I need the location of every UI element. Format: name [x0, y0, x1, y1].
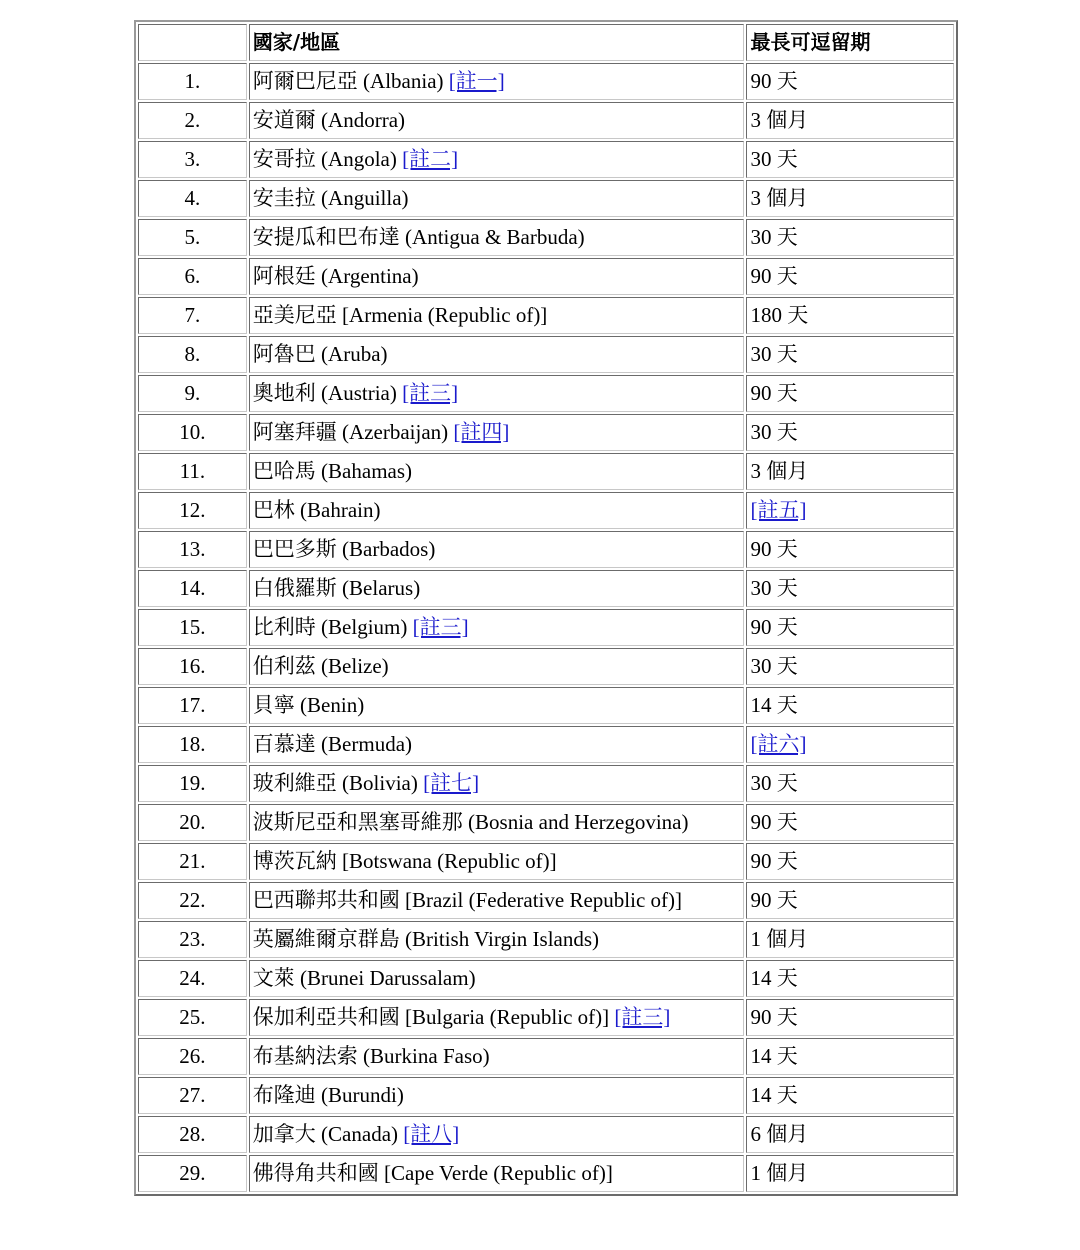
country-name: 亞美尼亞 [Armenia (Republic of)]: [252, 303, 548, 327]
row-number: 25.: [138, 999, 247, 1036]
row-number: 4.: [138, 180, 247, 217]
max-stay-value: 30 天: [750, 771, 798, 795]
country-cell: [249, 999, 745, 1036]
table-row: [138, 219, 954, 256]
country-name: 玻利維亞 (Bolivia): [252, 771, 418, 795]
row-number: 17.: [138, 687, 247, 724]
country-name: 安哥拉 (Angola): [252, 147, 397, 171]
country-name: 阿塞拜疆 (Azerbaijan): [252, 420, 449, 444]
country-name: 安圭拉 (Anguilla): [252, 186, 409, 210]
max-stay-cell: [746, 102, 954, 139]
max-stay-value: 90 天: [750, 849, 798, 873]
max-stay-value: 30 天: [750, 342, 798, 366]
table-row: [138, 609, 954, 646]
footnote-link[interactable]: [註一]: [448, 69, 505, 93]
max-stay-cell: [746, 492, 954, 529]
table-row: [138, 453, 954, 490]
max-stay-cell: [746, 63, 954, 100]
table-row: [138, 336, 954, 373]
table-row: [138, 258, 954, 295]
max-stay-value: 30 天: [750, 147, 798, 171]
table-row: [138, 180, 954, 217]
max-stay-cell: [746, 1077, 954, 1114]
country-cell: [249, 1038, 745, 1075]
row-number: 20.: [138, 804, 247, 841]
row-number: 24.: [138, 960, 247, 997]
row-number: 11.: [138, 453, 247, 490]
table-row: [138, 921, 954, 958]
table-row: [138, 63, 954, 100]
country-name: 奧地利 (Austria): [252, 381, 397, 405]
max-stay-cell: [746, 453, 954, 490]
max-stay-value: 180 天: [750, 303, 809, 327]
row-number: 26.: [138, 1038, 247, 1075]
row-number: 14.: [138, 570, 247, 607]
country-name: 保加利亞共和國 [Bulgaria (Republic of)]: [252, 1005, 610, 1029]
row-number: 22.: [138, 882, 247, 919]
max-stay-value: 90 天: [750, 381, 798, 405]
table-body: [138, 63, 954, 1192]
max-stay-cell: [746, 141, 954, 178]
max-stay-value: 6 個月: [750, 1122, 809, 1146]
table-row: [138, 102, 954, 139]
country-name: 阿根廷 (Argentina): [252, 264, 419, 288]
max-stay-value: 90 天: [750, 537, 798, 561]
max-stay-value: 3 個月: [750, 186, 809, 210]
max-stay-cell: [746, 1116, 954, 1153]
max-stay-value: 14 天: [750, 966, 798, 990]
max-stay-value: 3 個月: [750, 108, 809, 132]
header-row: [138, 24, 954, 61]
max-stay-cell: [746, 1155, 954, 1192]
table-row: [138, 1155, 954, 1192]
table-row: [138, 843, 954, 880]
footnote-link[interactable]: [註四]: [453, 420, 510, 444]
max-stay-value: 14 天: [750, 1044, 798, 1068]
max-stay-value: 3 個月: [750, 459, 809, 483]
table-row: [138, 414, 954, 451]
max-stay-value: 30 天: [750, 654, 798, 678]
table-row: [138, 765, 954, 802]
max-stay-cell: [746, 921, 954, 958]
country-name: 加拿大 (Canada): [252, 1122, 399, 1146]
country-cell: [249, 180, 745, 217]
footnote-link[interactable]: [註七]: [423, 771, 480, 795]
row-number: 27.: [138, 1077, 247, 1114]
header-country: 國家/地區: [249, 24, 745, 61]
country-cell: [249, 258, 745, 295]
table-row: [138, 375, 954, 412]
max-stay-cell: [746, 960, 954, 997]
max-stay-cell: [746, 531, 954, 568]
row-number: 9.: [138, 375, 247, 412]
row-number: 5.: [138, 219, 247, 256]
country-name: 布基納法索 (Burkina Faso): [252, 1044, 490, 1068]
row-number: 16.: [138, 648, 247, 685]
country-cell: [249, 219, 745, 256]
table-row: [138, 1116, 954, 1153]
max-stay-cell: [746, 687, 954, 724]
country-cell: [249, 843, 745, 880]
country-cell: [249, 1077, 745, 1114]
country-name: 波斯尼亞和黑塞哥維那 (Bosnia and Herzegovina): [252, 810, 689, 834]
max-stay-value: 14 天: [750, 1083, 798, 1107]
country-cell: [249, 960, 745, 997]
max-stay-cell: [746, 336, 954, 373]
max-stay-cell: [746, 570, 954, 607]
country-name: 貝寧 (Benin): [252, 693, 365, 717]
country-name: 白俄羅斯 (Belarus): [252, 576, 421, 600]
country-name: 伯利茲 (Belize): [252, 654, 389, 678]
table-row: [138, 141, 954, 178]
country-cell: [249, 336, 745, 373]
max-stay-cell: [746, 414, 954, 451]
header-max-stay: 最長可逗留期: [746, 24, 954, 61]
max-stay-cell: [746, 1038, 954, 1075]
max-stay-value: 14 天: [750, 693, 798, 717]
row-number: 6.: [138, 258, 247, 295]
row-number: 7.: [138, 297, 247, 334]
max-stay-cell: [746, 375, 954, 412]
stay-footnote-link[interactable]: [註五]: [750, 498, 807, 522]
max-stay-value: 90 天: [750, 615, 798, 639]
country-cell: [249, 375, 745, 412]
max-stay-cell: [746, 765, 954, 802]
country-cell: [249, 453, 745, 490]
row-number: 21.: [138, 843, 247, 880]
country-cell: [249, 726, 745, 763]
visa-free-table: [134, 20, 958, 1196]
footnote-link[interactable]: [註三]: [614, 1005, 671, 1029]
country-name: 英屬維爾京群島 (British Virgin Islands): [252, 927, 600, 951]
row-number: 10.: [138, 414, 247, 451]
country-cell: [249, 648, 745, 685]
country-cell: [249, 531, 745, 568]
row-number: 2.: [138, 102, 247, 139]
max-stay-cell: [746, 804, 954, 841]
max-stay-value: 30 天: [750, 420, 798, 444]
row-number: 13.: [138, 531, 247, 568]
max-stay-value: 30 天: [750, 225, 798, 249]
header-number: [138, 24, 247, 61]
country-cell: [249, 570, 745, 607]
country-cell: [249, 609, 745, 646]
max-stay-value: 1 個月: [750, 1161, 809, 1185]
max-stay-value: 90 天: [750, 888, 798, 912]
max-stay-cell: [746, 219, 954, 256]
table-row: [138, 297, 954, 334]
max-stay-cell: [746, 180, 954, 217]
row-number: 29.: [138, 1155, 247, 1192]
visa-free-table-container: [134, 20, 958, 1196]
max-stay-value: 90 天: [750, 69, 798, 93]
row-number: 12.: [138, 492, 247, 529]
max-stay-cell: [746, 258, 954, 295]
country-name: 阿爾巴尼亞 (Albania): [252, 69, 444, 93]
country-name: 巴林 (Bahrain): [252, 498, 381, 522]
table-row: [138, 531, 954, 568]
table-row: [138, 999, 954, 1036]
max-stay-value: 90 天: [750, 810, 798, 834]
max-stay-cell: [746, 999, 954, 1036]
row-number: 18.: [138, 726, 247, 763]
country-cell: [249, 687, 745, 724]
country-cell: [249, 492, 745, 529]
country-name: 布隆迪 (Burundi): [252, 1083, 404, 1107]
country-name: 百慕達 (Bermuda): [252, 732, 413, 756]
max-stay-value: 90 天: [750, 264, 798, 288]
table-row: [138, 726, 954, 763]
table-row: [138, 882, 954, 919]
country-name: 巴巴多斯 (Barbados): [252, 537, 436, 561]
footnote-link[interactable]: [註三]: [402, 381, 459, 405]
country-cell: [249, 141, 745, 178]
country-cell: [249, 1116, 745, 1153]
country-cell: [249, 63, 745, 100]
country-name: 博茨瓦納 [Botswana (Republic of)]: [252, 849, 557, 873]
country-name: 文萊 (Brunei Darussalam): [252, 966, 476, 990]
row-number: 23.: [138, 921, 247, 958]
country-name: 安道爾 (Andorra): [252, 108, 406, 132]
row-number: 19.: [138, 765, 247, 802]
max-stay-value: 30 天: [750, 576, 798, 600]
max-stay-value: 1 個月: [750, 927, 809, 951]
country-name: 比利時 (Belgium): [252, 615, 408, 639]
max-stay-cell: [746, 882, 954, 919]
row-number: 8.: [138, 336, 247, 373]
row-number: 1.: [138, 63, 247, 100]
footnote-link[interactable]: [註三]: [412, 615, 469, 639]
max-stay-cell: [746, 648, 954, 685]
footnote-link[interactable]: [註八]: [403, 1122, 460, 1146]
row-number: 28.: [138, 1116, 247, 1153]
stay-footnote-link[interactable]: [註六]: [750, 732, 807, 756]
footnote-link[interactable]: [註二]: [402, 147, 459, 171]
country-cell: [249, 765, 745, 802]
country-cell: [249, 297, 745, 334]
max-stay-cell: [746, 609, 954, 646]
table-row: [138, 1038, 954, 1075]
row-number: 3.: [138, 141, 247, 178]
country-cell: [249, 414, 745, 451]
table-row: [138, 1077, 954, 1114]
country-cell: [249, 1155, 745, 1192]
country-name: 巴哈馬 (Bahamas): [252, 459, 413, 483]
country-cell: [249, 921, 745, 958]
max-stay-cell: [746, 726, 954, 763]
max-stay-value: 90 天: [750, 1005, 798, 1029]
country-cell: [249, 804, 745, 841]
country-name: 安提瓜和巴布達 (Antigua & Barbuda): [252, 225, 585, 249]
country-name: 佛得角共和國 [Cape Verde (Republic of)]: [252, 1161, 613, 1185]
country-name: 巴西聯邦共和國 [Brazil (Federative Republic of)]: [252, 888, 683, 912]
table-row: [138, 687, 954, 724]
table-row: [138, 648, 954, 685]
country-cell: [249, 882, 745, 919]
table-row: [138, 804, 954, 841]
country-name: 阿魯巴 (Aruba): [252, 342, 388, 366]
row-number: 15.: [138, 609, 247, 646]
country-cell: [249, 102, 745, 139]
max-stay-cell: [746, 297, 954, 334]
max-stay-cell: [746, 843, 954, 880]
table-row: [138, 492, 954, 529]
table-row: [138, 570, 954, 607]
table-row: [138, 960, 954, 997]
